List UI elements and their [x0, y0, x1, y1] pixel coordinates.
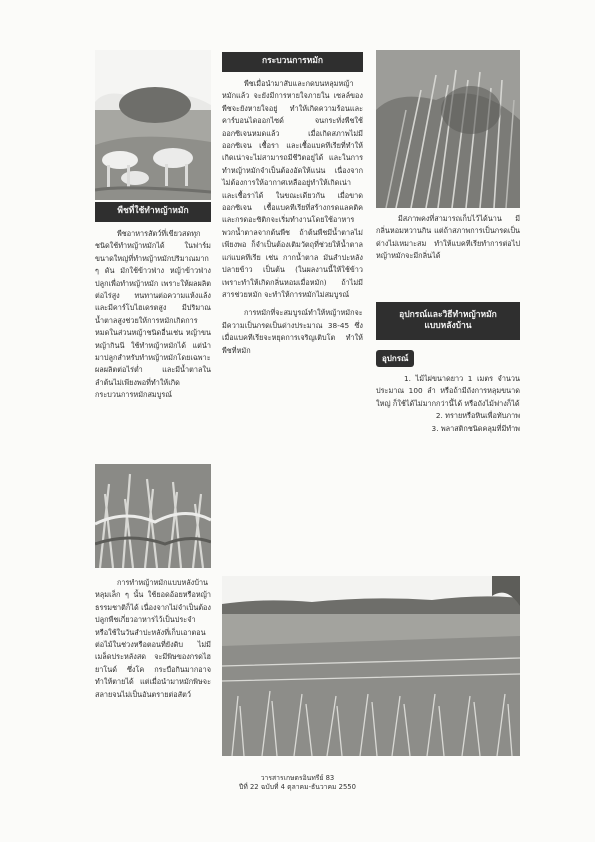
equipment-item: 1. ไม้ไผ่ขนาดยาว 1 เมตร จำนวนประมาณ 100 ลำ หรือถ้ามีถังการหลุมขนาดใหญ่ ก็ใช้ได้ไม่มากกว่านี้ได้ หรือถังไม้ฟางก็ได้ [376, 374, 520, 408]
equipment-item: 2. ทรายหรือหินเพื่อทับภาพ [435, 411, 520, 421]
process-paragraph-1: พืชเมื่อนำมาสับและกดบนหลุมหญ้าหมักแล้ว จะยังมีการหายใจภายใน เซลล์ของพืชจะยังหายใจอยู่ ทำให้เกิดความร้อนและคาร์บอนไดออกไซด์ จนกระทั่งพืชใช้ออกซิเจนหมดแล้ว เมื่อเกิดสภาพไม่มีออกซิเจน เชื้อรา และเชื้อแบคทีเรียที่ทำให้เกิดเน่าจะไม่สามารถมีชีวิตอยู่ได้ และในการทำหญ้าหมักจำเป็นต้องอัดให้แน่น เนื่องจากไม่ต้องการให้อากาศเหลืออยู่ทำให้เกิดเน่าและเชื้อราได้ ในขณะเดียวกัน เมื่อขาดออกซิเจน เชื้อแบคทีเรียที่สร้างกรดแลคติค และกรดอะซิติกจะเริ่มทำงานโดยใช้อาหารพวกน้ำตาลจากต้นพืช ถ้าต้นพืชมีน้ำตาลไม่เพียงพอ ก็จำเป็นต้องเติมวัตถุที่ช่วยให้น้ำตาลแก่แบคทีเรีย เช่น กากน้ำตาล มันสำปะหลัง ปลายข้าว เป็นต้น (ในผลงานนี้ให้ใช้ข้าว เพราะทำให้เกิดกลิ่นหอมเมื่อหมัก) ถ้าไม่มีสารช่วยหมัก จะทำให้การหมักไม่สมบูรณ์ [222, 79, 363, 299]
field-photo [222, 576, 520, 756]
grass-photo [95, 464, 211, 568]
equipment-heading: อุปกรณ์และวิธีทำหญ้าหมัก แบบหลังบ้าน [376, 302, 520, 340]
right-paragraph: มีสภาพคงที่สามารถเก็บไว้ได้นาน มีกลิ่นหอมหวานกิน แต่ถ้าสภาพการเป็นกรดเป็นด่างไม่เหมาะสม ทำให้แบคทีเรียทำการต่อไป หญ้าหมักจะมีกลิ่นได้ [376, 214, 520, 261]
plants-heading: พืชที่ใช้ทำหญ้าหมัก [95, 202, 211, 222]
plants-body [95, 228, 211, 448]
right-body [376, 213, 520, 293]
plants-paragraph: พืชอาหารสัตว์ที่เขียวสดทุกชนิดใช้ทำหญ้าหมักได้ ในฟาร์มขนาดใหญ่ที่ทำหญ้าหมักปริมาณมาก ๆ ดัน มักใช้ข้าวฟ่าง หญ้าข้าวฟ่าง ปลูกเพื่อทำหญ้าหมัก เพราะให้ผลผลิตต่อไร่สูง ทนทานต่อความแห้งแล้ง และมีคาร์โบไฮเดรตสูง มีปริมาณน้ำตาลสูงช่วยให้การหมักเกิดการหมดในส่วนหญ้าชนิดอื่นเช่น หญ้าขน หญ้ากินนี ใช้ทำหญ้าหมักได้ แต่นำมาปลูกสำหรับทำหญ้าหมักโดยเฉพาะผลผลิตต่อไร่ต่ำ และมีน้ำตาลในลำต้นไม่เพียงพอที่ทำให้เกิดกระบวนการหมักสมบูรณ์ [95, 229, 211, 400]
process-paragraph-2: การหมักที่จะสมบูรณ์ทำให้หญ้าหมักจะมีความเป็นกรดเป็นด่างประมาณ 38-45 ซึ่งเมื่อแบคทีเรียจะหยุดการเจริญเติบโต ทำให้พืชที่หมัก [222, 308, 363, 355]
footer-issue: ปีที่ 22 ฉบับที่ 4 ตุลาคม-ธันวาคม 2550 [239, 783, 356, 791]
equipment-list [376, 373, 520, 435]
cows-photo [95, 50, 211, 200]
tall-grass-photo [376, 50, 520, 208]
equipment-item: 3. พลาสติกชนิดคลุมที่มีทำพ [431, 423, 520, 433]
backyard-paragraph: การทำหญ้าหมักแบบหลังบ้านหลุมเล็ก ๆ นั้น ใช้ยอดอ้อยหรือหญ้าธรรมชาติก็ได้ เนื่องจากไม่จำเป็นต้องปลูกพืชเกี่ยวอาหารไว้เป็นประจำ หรือใช้ในวันสำปะหลังที่เก็บเอาตอนต่อไม้ในช่วงหรือตอนที่ยังดิบ ไม่มีเมล็ดประหลังสด จะมีพิษของกรดไฮยาโนด์ ซึ่งโค กระบือกินมากอาจทำให้ตายได้ แต่เมื่อนำมาหมักพิษจะสลายจนไม่เป็นอันตรายต่อสัตว์ [95, 578, 211, 699]
process-body [222, 78, 363, 573]
equipment-badge: อุปกรณ์ [376, 350, 414, 367]
footer-journal: วารสารเกษตรอินทรีย์ 83 [260, 774, 335, 782]
backyard-body [95, 577, 211, 757]
process-heading: กระบวนการหมัก [222, 52, 363, 72]
page-footer [0, 774, 595, 792]
